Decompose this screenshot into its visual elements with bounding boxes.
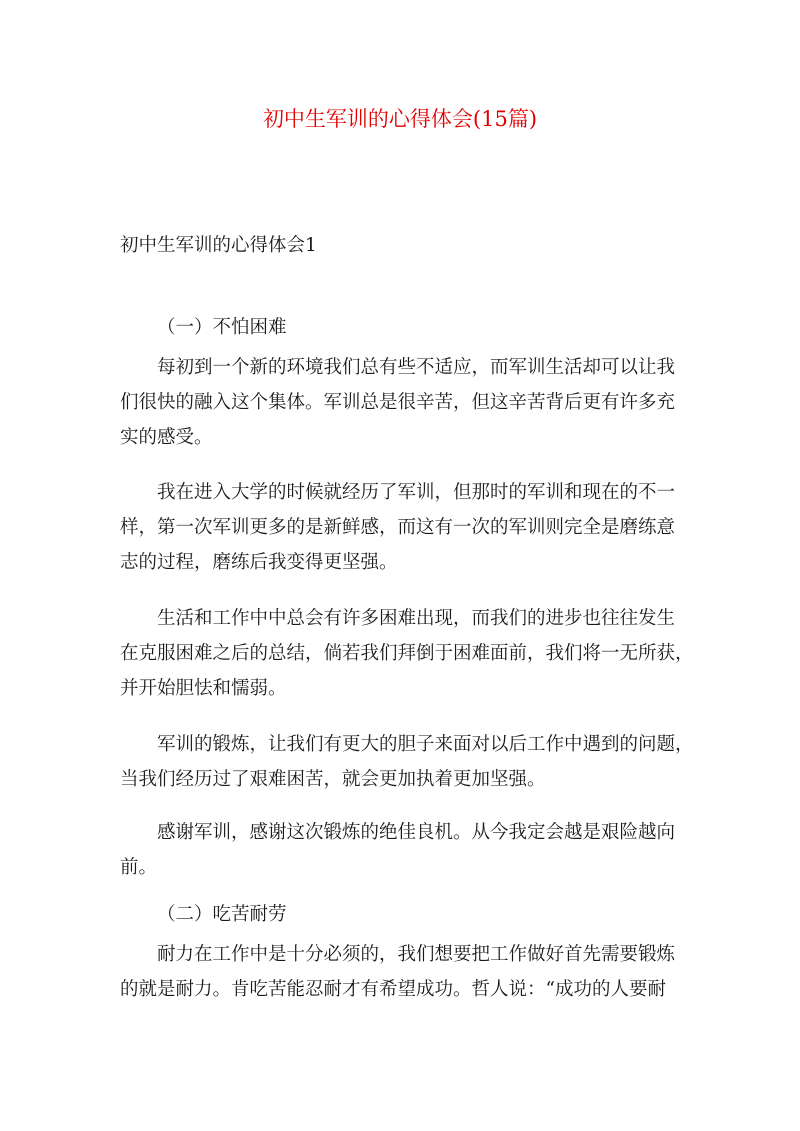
paragraph-line: 志的过程，磨练后我变得更坚强。 — [120, 552, 398, 573]
subheading-1 — [120, 310, 680, 345]
paragraph-line: 当我们经历过了艰难困苦，就会更加执着更加坚强。 — [120, 769, 546, 790]
paragraph-line: 军训的锻炼，让我们有更大的胆子来面对以后工作中遇到的问题， — [157, 734, 694, 755]
paragraph-line: 我在进入大学的时候就经历了军训，但那时的军训和现在的不一 — [157, 482, 676, 503]
paragraph-line: 在克服困难之后的总结，倘若我们拜倒于困难面前，我们将一无所获， — [120, 643, 694, 664]
paragraph-line: 前。 — [120, 857, 158, 878]
subheading-text: （一）不怕困难 — [157, 317, 287, 338]
paragraph-6 — [120, 937, 680, 1007]
paragraph-line: 实的感受。 — [120, 427, 213, 448]
paragraph-line: 生活和工作中中总会有许多困难出现，而我们的进步也往往发生 — [157, 608, 676, 629]
section-title: 初中生军训的心得体会1 — [120, 235, 317, 256]
paragraph-2 — [120, 475, 680, 580]
document-title: 初中生军训的心得体会(15篇) — [262, 107, 538, 131]
subheading-2 — [120, 897, 680, 932]
paragraph-1 — [120, 350, 680, 455]
paragraph-line: 感谢军训，感谢这次锻炼的绝佳良机。从今我定会越是艰险越向 — [157, 822, 676, 843]
paragraph-line: 并开始胆怯和懦弱。 — [120, 678, 287, 699]
paragraph-line: 样，第一次军训更多的是新鲜感，而这有一次的军训则完全是磨练意 — [120, 517, 676, 538]
paragraph-line: 们很快的融入这个集体。军训总是很辛苦，但这辛苦背后更有许多充 — [120, 392, 676, 413]
subheading-text: （二）吃苦耐劳 — [157, 904, 287, 925]
paragraph-4 — [120, 727, 694, 797]
paragraph-5 — [120, 815, 680, 885]
paragraph-line: 每初到一个新的环境我们总有些不适应，而军训生活却可以让我 — [157, 357, 676, 378]
paragraph-line: 耐力在工作中是十分必须的，我们想要把工作做好首先需要锻炼 — [157, 944, 676, 965]
paragraph-3 — [120, 601, 694, 706]
paragraph-line: 的就是耐力。肯吃苦能忍耐才有希望成功。哲人说：“成功的人要耐 — [120, 979, 666, 1000]
